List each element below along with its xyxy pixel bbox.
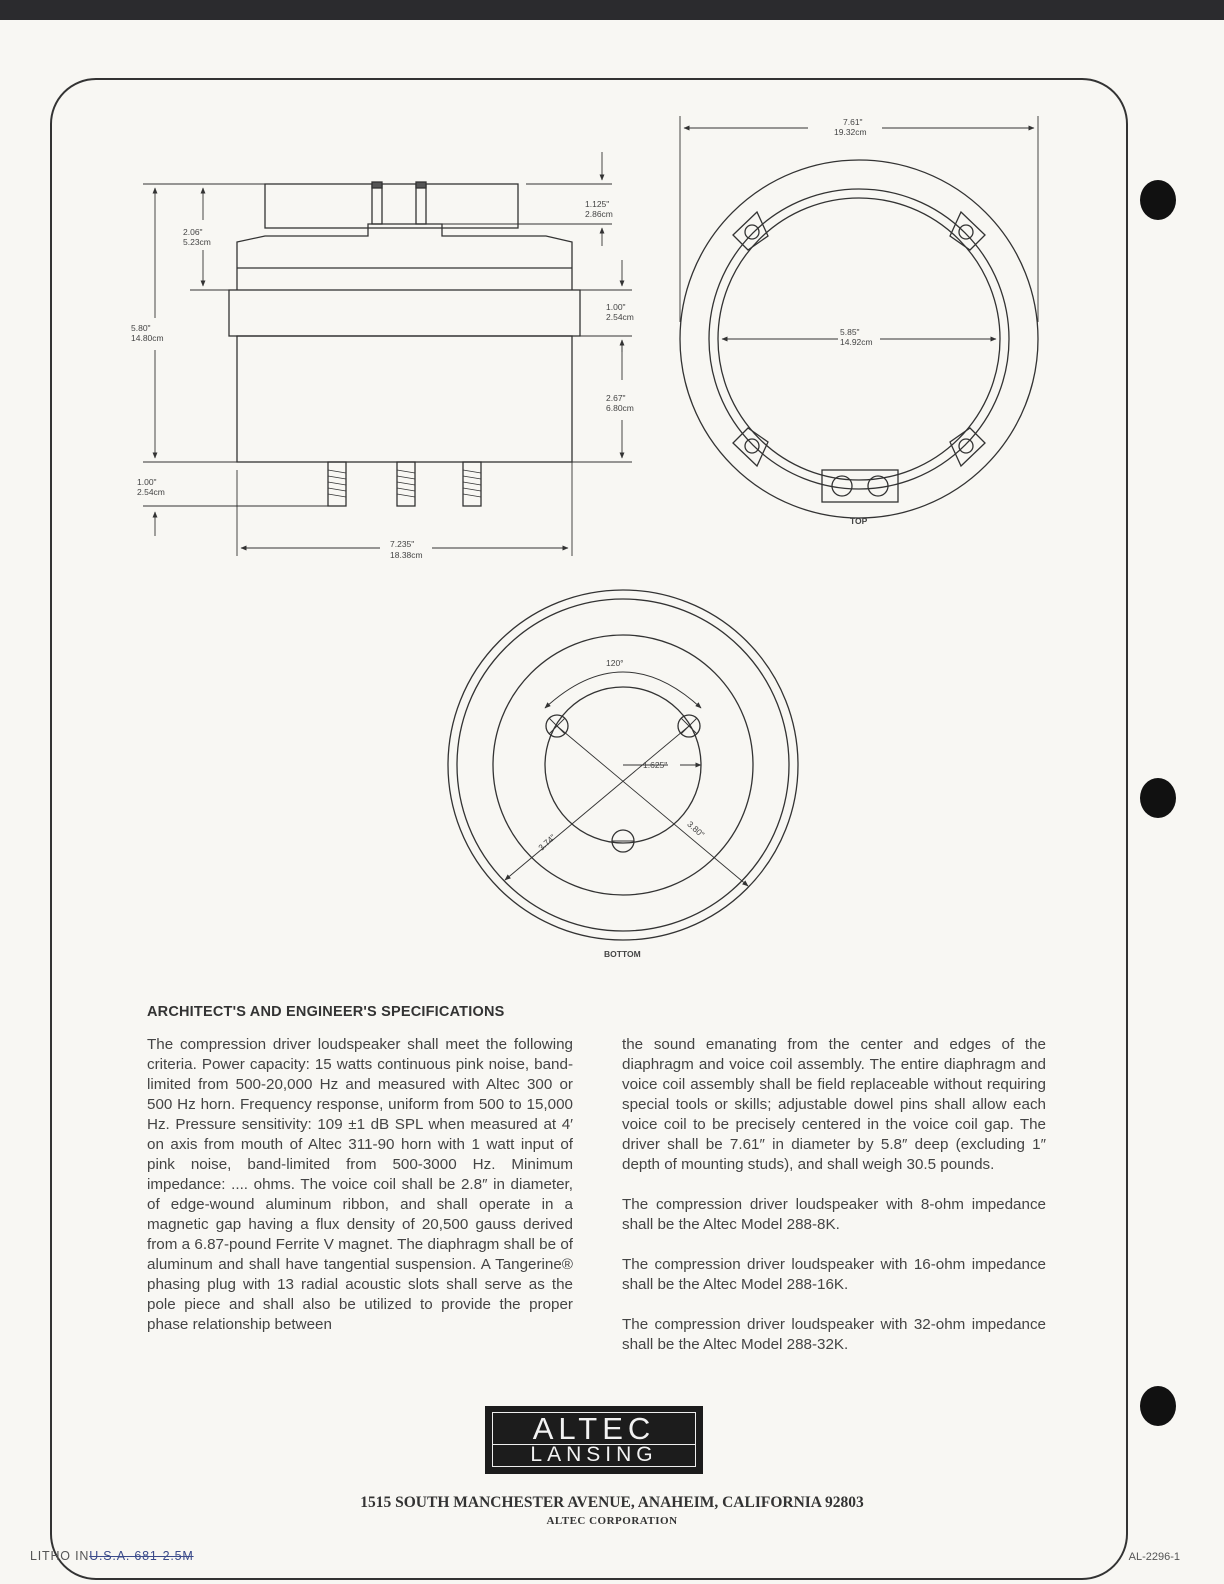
- side-view-dimension-lines: [143, 152, 632, 556]
- litho-struck-text: U.S.A. 681-2.5M: [89, 1549, 194, 1563]
- model-designations: [622, 1195, 1046, 1368]
- overall-height-cm: 14.80cm: [131, 333, 164, 343]
- model-8-ohm: The compression driver loudspeaker with 8-ohm impedance shall be the Altec Model 288-8K.: [622, 1196, 1046, 1233]
- body-width-in: 7.235": [390, 539, 415, 549]
- document-code: AL-2296-1: [1128, 1551, 1180, 1563]
- inner-diameter-in: 5.85": [840, 327, 860, 337]
- mounting-hole: [959, 225, 973, 239]
- bolt-angle: 120°: [606, 658, 624, 668]
- top-width-in: 7.61": [843, 117, 863, 127]
- corporation-name: ALTEC CORPORATION: [546, 1515, 678, 1527]
- bolt-circle-dimension-a: 3.74": [536, 832, 558, 853]
- lower-body-in: 2.67": [606, 393, 626, 403]
- flange-height-in: 1.00": [606, 302, 626, 312]
- connector-tip: [372, 182, 382, 188]
- top-view-dimension-lines: [680, 116, 1038, 339]
- inner-diameter-cm: 14.92cm: [840, 337, 873, 347]
- specification-paragraph-continued: the sound emanating from the center and edges of the diaphragm and voice coil assembly. The entire diaphragm and voice coil assembly shall be field replaceable without requiring special tools or skills; adjustable dowel pins shall allow each voice coil to be precisely centered in the voice coil gap. The driver shall be 7.61″ in diameter by 5.8″ deep (excluding 1″ depth of mounting studs), and shall weigh 30.5 pounds.: [622, 1036, 1046, 1173]
- mounting-hole: [959, 439, 973, 453]
- top-section-cm: 5.23cm: [183, 237, 211, 247]
- overall-height-in: 5.80": [131, 323, 151, 333]
- connector-tip: [416, 182, 426, 188]
- flange-height-cm: 2.54cm: [606, 312, 634, 322]
- stud-length-cm: 2.54cm: [137, 487, 165, 497]
- mounting-lug: [950, 212, 985, 250]
- print-line: [30, 1549, 194, 1563]
- connector-terminal: [372, 184, 382, 224]
- mounting-lug: [950, 428, 985, 466]
- bolt-circle-radius: 1.625": [643, 760, 668, 770]
- lower-body-cm: 6.80cm: [606, 403, 634, 413]
- company-address: 1515 SOUTH MANCHESTER AVENUE, ANAHEIM, CALIFORNIA 92803: [360, 1494, 864, 1511]
- top-view-label: TOP: [850, 516, 868, 526]
- side-view-drawing: [229, 182, 580, 506]
- mounting-hole: [745, 439, 759, 453]
- specifications-text: [147, 1035, 573, 1348]
- connector-height-cm: 2.86cm: [585, 209, 613, 219]
- connector-height-in: 1.125": [585, 199, 610, 209]
- specification-paragraph: The compression driver loudspeaker shall meet the following criteria. Power capacity: 15 watts continuous pink noise, band-limited from 500-20,000 Hz and measured with Altec 300 or 500 Hz horn. Frequency response, uniform from 500 to 15,000 Hz. Pressure sensitivity: 109 ±1 dB SPL when measured at 4′ on axis from mouth of Altec 311-90 horn with 1 watt input of pink noise, band-limited from 500-3000 Hz. Minimum impedance: .... ohms. The voice coil shall be 2.8″ in diameter, of edge-wound aluminum ribbon, and shall operate in a magnetic gap having a flux density of 20,500 gauss derived from a 6.87-pound Ferrite V magnet. The diaphragm shall be of aluminum and shall have tangential suspension. A Tangerine® phasing plug with 13 radial acoustic slots shall serve as the pole piece and shall also be utilized to provide the proper phase relationship between: [147, 1036, 573, 1333]
- mounting-lug: [733, 212, 768, 250]
- connector-terminal: [416, 184, 426, 224]
- altec-lansing-logo: [485, 1406, 703, 1474]
- logo-line-lansing: LANSING: [492, 1443, 696, 1467]
- mounting-hole: [745, 225, 759, 239]
- stud-length-in: 1.00": [137, 477, 157, 487]
- upper-housing-outline: [237, 224, 572, 290]
- top-width-cm: 19.32cm: [834, 127, 867, 137]
- model-32-ohm: The compression driver loudspeaker with 32-ohm impedance shall be the Altec Model 288-32K.: [622, 1316, 1046, 1353]
- top-section-in: 2.06": [183, 227, 203, 237]
- mounting-stud: [463, 462, 481, 506]
- bottom-view-dimension-lines: [505, 672, 748, 886]
- bolt-circle-dimension-b: 3.80": [685, 818, 707, 840]
- logo-line-altec: ALTEC: [492, 1412, 696, 1445]
- binder-hole-bottom: [1140, 1386, 1176, 1426]
- model-16-ohm: The compression driver loudspeaker with 16-ohm impedance shall be the Altec Model 288-16K.: [622, 1256, 1046, 1293]
- mounting-stud: [328, 462, 346, 506]
- mounting-stud: [397, 462, 415, 506]
- litho-prefix: LITHO IN: [30, 1549, 90, 1563]
- specifications-heading: ARCHITECT'S AND ENGINEER'S SPECIFICATIONS: [147, 1004, 505, 1020]
- magnet-body-outline: [237, 336, 572, 462]
- specifications-text-continued: [622, 1035, 1046, 1188]
- body-width-cm: 18.38cm: [390, 550, 423, 560]
- top-cap-outline: [265, 184, 518, 228]
- bottom-view-label: BOTTOM: [604, 949, 641, 959]
- flange-outline: [229, 290, 580, 336]
- mounting-lug: [733, 428, 768, 466]
